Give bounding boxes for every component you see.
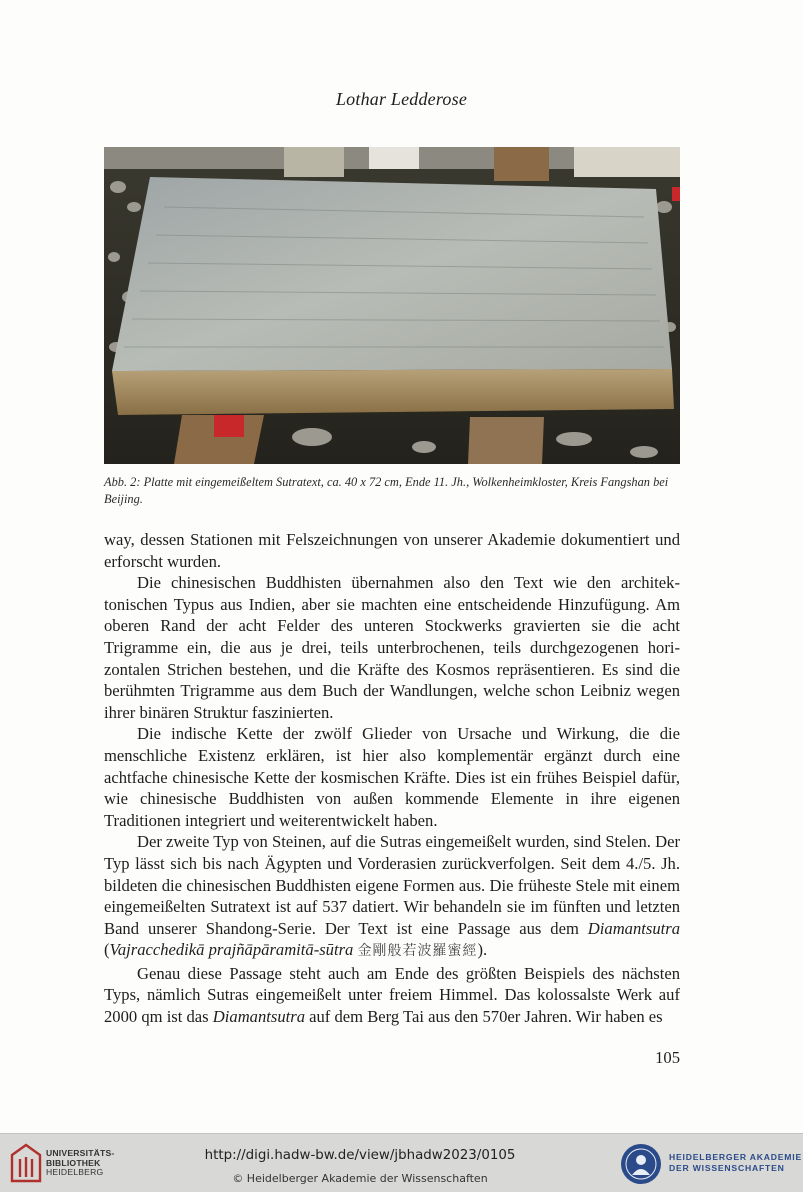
copyright-notice: © Heidelberger Akademie der Wissenschaften	[232, 1172, 488, 1185]
text-run: Der zweite Typ von Steinen, auf die Sutras eingemeißelt wurden, sind Stelen. Der Typ lässt sich bis nach Ägypten und Vorderasien zurückverfolgen. Seit dem 4./5. Jh. bildeten die chinesischen Buddhisten eigene Formen aus. Die früheste Stele mit einem eingemeißelten Sutratext ist auf 537 datiert. Wir behandeln sie im fünften und letzten Band unserer Shandong-Serie. Der Text ist eine Passage aus dem	[104, 832, 680, 938]
paragraph	[104, 963, 680, 1028]
text-run: auf dem Berg Tai aus den 570er Jahren. Wir haben es	[305, 1007, 663, 1027]
stone-slab-photo	[104, 147, 680, 464]
sutra-title: Diamantsutra	[587, 918, 680, 938]
text-run: Genau diese Passage steht auch am Ende des größten Beispiels des nächsten Typs, nämlich Sutras eingemeißelt unter freiem Himmel. Das kolossalste Werk auf 2000 qm ist das	[104, 963, 680, 1027]
sutra-title: Diamantsutra	[212, 1007, 305, 1027]
stone-slab-image	[104, 147, 680, 464]
body-text	[104, 529, 680, 1028]
library-name-line: BIBLIOTHEK	[46, 1157, 101, 1168]
academy-seal-icon	[620, 1143, 662, 1185]
paragraph: way, dessen Stationen mit Felszeichnungen von unserer Akademie dokumentiert und erforscht wurden.	[104, 530, 680, 571]
academy-name-line: DER WISSENSCHAFTEN	[669, 1163, 785, 1173]
sanskrit-title: Vajracchedikā prajñāpāramitā-sūtra	[109, 940, 354, 960]
permalink[interactable]: http://digi.hadw-bw.de/view/jbhadw2023/0105	[204, 1148, 516, 1163]
paragraph	[104, 831, 680, 963]
paragraph: Die chinesischen Buddhisten übernahmen also den Text wie den architektonischen Typus aus Indien, aber sie machten eine entscheidende Hinzufügung. Am oberen Rand der acht Felder des unteren Stockwerks gravierten sie die acht Trigramme ein, die aus je drei, teils unterbrochenen, teils durchgezogenen horizontalen Strichen bestehen, und die Kräfte des Kosmos repräsentieren. Es sind die berühmten Trigramme aus dem Buch der Wandlungen, welche schon Leibniz wegen ihrer binären Struktur faszinierten.	[104, 573, 680, 722]
academy-name-line: HEIDELBERGER AKADEMIE	[669, 1152, 802, 1162]
footer-bar	[0, 1133, 803, 1192]
text-run: ).	[477, 940, 488, 960]
library-name-line: HEIDELBERG	[46, 1167, 104, 1178]
text-run: (	[104, 940, 110, 960]
running-title: Lothar Ledderose	[335, 89, 468, 109]
library-name-line: UNIVERSITÄTS-	[46, 1148, 115, 1158]
chinese-title: 金剛般若波羅蜜經	[357, 943, 478, 960]
page-number: 105	[655, 1048, 680, 1067]
paragraph: Die indische Kette der zwölf Glieder von Ursache und Wirkung, die die menschliche Existenz erklären, ist hier also komplementär ergänzt durch eine achtfache chinesische Kette der kosmischen Kräfte. Dies ist ein frühes Beispiel dafür, wie chinesische Buddhisten von außen kommende Elemente in ihre eigenen Traditionen integriert und weiterentwickelt haben.	[104, 724, 680, 830]
figure-caption: Abb. 2: Platte mit eingemeißeltem Sutratext, ca. 40 x 72 cm, Ende 11. Jh., Wolkenheimkloster, Kreis Fangshan bei Beijing.	[104, 475, 669, 506]
academy-name	[669, 1152, 802, 1174]
